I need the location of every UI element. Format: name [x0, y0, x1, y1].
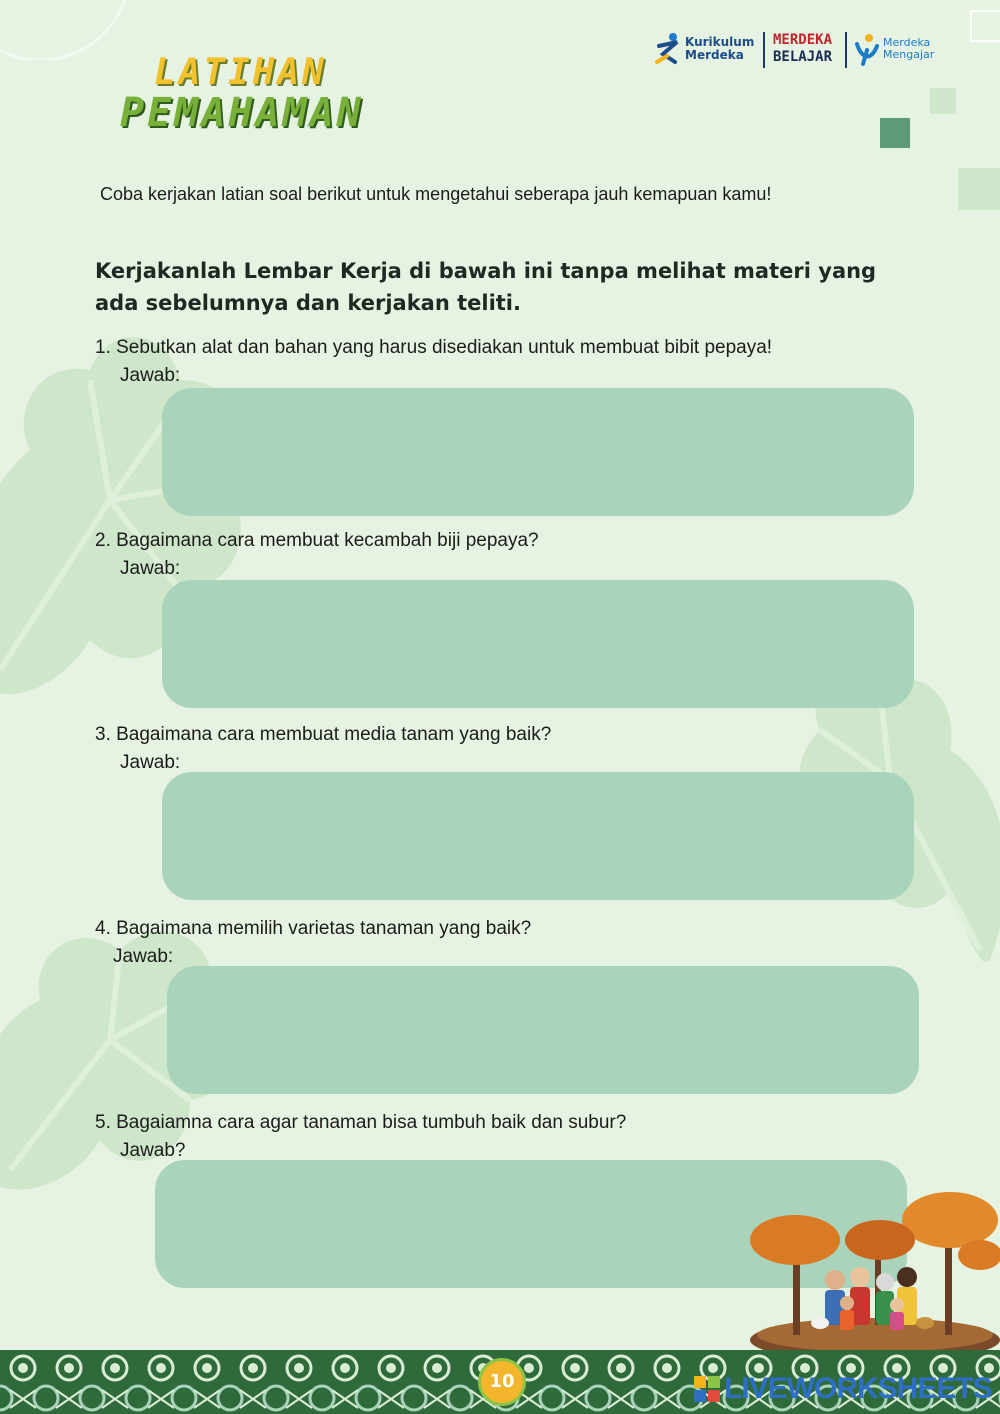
liveworksheets-label: LIVEWORKSHEETS: [724, 1372, 992, 1405]
intro-text: Coba kerjakan latian soal berikut untuk mengetahui seberapa jauh kemapuan kamu!: [100, 184, 772, 204]
answer-label-2: Jawab:: [120, 558, 181, 579]
merdeka-belajar-line-2: BELAJAR: [773, 49, 833, 65]
answer-box-3[interactable]: [162, 772, 914, 900]
square-decoration: [958, 168, 1000, 210]
question-4: 4. Bagaimana memilih varietas tanaman yang baik?: [95, 918, 532, 939]
merdeka-mengajar-logo: [855, 32, 934, 66]
merdeka-mengajar-line-1: Merdeka: [883, 36, 931, 49]
logo-divider: [763, 32, 765, 68]
merdeka-mengajar-icon: [855, 32, 879, 66]
circle-outline-decoration: [0, 0, 160, 60]
square-decoration: [930, 88, 956, 114]
merdeka-label: Merdeka: [685, 48, 744, 62]
answer-label-4: Jawab:: [113, 946, 174, 967]
kurikulum-merdeka-icon: [655, 32, 681, 66]
square-decoration: [880, 118, 910, 148]
square-decoration: [970, 10, 1000, 42]
answer-box-2[interactable]: [162, 580, 914, 708]
answer-box-1[interactable]: [162, 388, 914, 516]
title-line-1: LATIHAN: [154, 52, 327, 93]
page-number-badge: 10: [478, 1358, 526, 1406]
instruction-text: Kerjakanlah Lembar Kerja di bawah ini tanpa melihat materi yang ada sebelumnya dan kerjakan teliti.: [95, 259, 877, 315]
answer-label-1: Jawab:: [120, 365, 181, 386]
question-3: 3. Bagaimana cara membuat media tanam yang baik?: [95, 724, 552, 745]
answer-label-5: Jawab?: [120, 1140, 186, 1161]
answer-box-4[interactable]: [167, 966, 919, 1094]
merdeka-belajar-line-1: MERDEKA: [773, 32, 833, 48]
title-line-2: PEMAHAMAN: [120, 90, 364, 136]
logo-bar: [655, 30, 945, 72]
liveworksheets-watermark: [694, 1372, 992, 1406]
question-2: 2. Bagaimana cara membuat kecambah biji pepaya?: [95, 530, 539, 551]
kurikulum-merdeka-logo: [655, 32, 754, 66]
answer-label-3: Jawab:: [120, 752, 181, 773]
liveworksheets-logo-icon: [694, 1376, 720, 1402]
kurikulum-label: Kurikulum: [685, 35, 755, 49]
question-1: 1. Sebutkan alat dan bahan yang harus disediakan untuk membuat bibit pepaya!: [95, 337, 773, 358]
question-5: 5. Bagaiamna cara agar tanaman bisa tumbuh baik dan subur?: [95, 1112, 627, 1133]
merdeka-mengajar-line-2: Mengajar: [883, 48, 935, 61]
merdeka-belajar-logo: [773, 32, 832, 66]
logo-divider: [845, 32, 847, 68]
family-trees-illustration: [745, 1185, 1000, 1360]
